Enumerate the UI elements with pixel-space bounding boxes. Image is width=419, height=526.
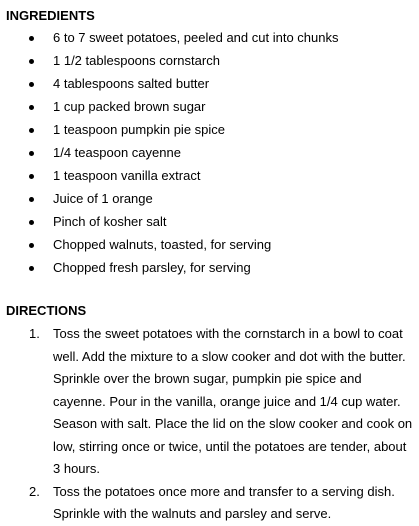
list-item [0, 121, 419, 144]
bullet-icon [29, 36, 34, 41]
ingredient-text: 1 cup packed brown sugar [53, 99, 206, 114]
directions-heading: DIRECTIONS [6, 303, 87, 318]
ingredient-text: 1 teaspoon pumpkin pie spice [53, 122, 226, 137]
ingredient-text: Chopped fresh parsley, for serving [53, 260, 251, 275]
bullet-icon [29, 220, 34, 225]
step-number: 2. [29, 483, 40, 499]
ingredient-text: Juice of 1 orange [53, 191, 153, 206]
list-item [0, 52, 419, 75]
ingredient-text: 4 tablespoons salted butter [53, 76, 210, 91]
list-item [0, 29, 419, 52]
bullet-icon [29, 243, 34, 248]
ingredients-heading: INGREDIENTS [6, 8, 95, 23]
ingredient-text: 1 teaspoon vanilla extract [53, 168, 201, 183]
list-item [0, 190, 419, 213]
list-item [0, 75, 419, 98]
ingredient-text: 1 1/2 tablespoons cornstarch [53, 53, 220, 68]
direction-step [0, 481, 419, 526]
bullet-icon [29, 105, 34, 110]
list-item [0, 259, 419, 282]
ingredient-text: 1/4 teaspoon cayenne [53, 145, 181, 160]
bullet-icon [29, 266, 34, 271]
ingredient-text: Chopped walnuts, toasted, for serving [53, 237, 272, 252]
bullet-icon [29, 151, 34, 156]
directions-list [0, 323, 419, 526]
list-item [0, 144, 419, 167]
list-item [0, 236, 419, 259]
list-item [0, 98, 419, 121]
bullet-icon [29, 174, 34, 179]
list-item [0, 213, 419, 236]
list-item [0, 167, 419, 190]
bullet-icon [29, 128, 34, 133]
step-text: Toss the potatoes once more and transfer to a serving dish. Sprinkle with the walnuts and parsley and serve. [53, 483, 395, 521]
bullet-icon [29, 197, 34, 202]
step-number: 1. [29, 326, 40, 341]
ingredients-list [0, 29, 419, 282]
direction-step [0, 323, 419, 481]
ingredient-text: 6 to 7 sweet potatoes, peeled and cut into chunks [53, 30, 339, 45]
ingredient-text: Pinch of kosher salt [53, 214, 167, 229]
bullet-icon [29, 59, 34, 64]
bullet-icon [29, 82, 34, 87]
step-text: Toss the sweet potatoes with the cornstarch in a bowl to coat well. Add the mixture to a slow cooker and dot with the butter. Sprinkle over the brown sugar, pumpkin pie spice and cayenne. Pour in the vanilla, orange juice and 1/4 cup water. Season with salt. Place the lid on the slow cooker and cook on low, stirring once or twice, until the potatoes are tender, about 3 hours. [53, 326, 413, 476]
